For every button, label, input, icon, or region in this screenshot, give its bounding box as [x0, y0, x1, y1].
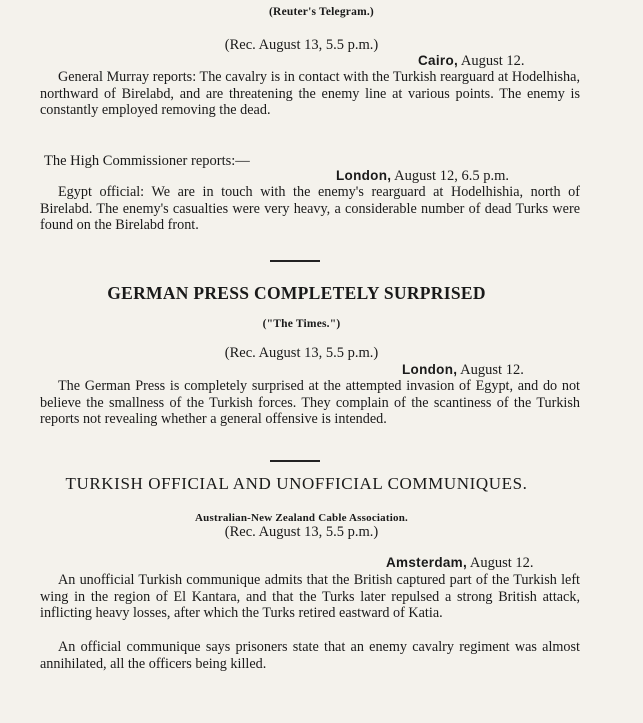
article-1-dateline-2 [336, 167, 509, 185]
article-1-source: (Reuter's Telegram.) [269, 6, 374, 18]
dateline-date: August 12. [460, 53, 525, 69]
article-1-dateline [418, 52, 525, 70]
section-divider [270, 460, 320, 462]
article-3-source: Australian-New Zealand Cable Association. [195, 512, 408, 524]
article-3-headline: TURKISH OFFICIAL AND UNOFFICIAL COMMUNIQUES. [65, 474, 528, 493]
article-2-received: (Rec. August 13, 5.5 p.m.) [224, 345, 379, 361]
article-2-paragraph-1: The German Press is completely surprised at the attempted invasion of Egypt, and do not believe the smallness of the Turkish forces. They complain of the scantiness of the Turkish reports not revealing whether a general offensive is intended. [40, 378, 580, 428]
article-1-lead: The High Commissioner reports:— [44, 153, 250, 169]
dateline-date: August 12, 6.5 p.m. [394, 168, 509, 184]
article-1-paragraph-2: Egypt official: We are in touch with the enemy's rearguard at Hodelhishia, north of Birelabd. The enemy's casualties were very heavy, a considerable number of dead Turks were found on the Birelabd front. [40, 184, 580, 234]
article-3-paragraph-2: An official communique says prisoners state that an enemy cavalry regiment was almost annihilated, all the officers being killed. [40, 639, 580, 672]
article-1-received: (Rec. August 13, 5.5 p.m.) [224, 37, 379, 53]
article-1-paragraph-1: General Murray reports: The cavalry is in contact with the Turkish rearguard at Hodelhisha, northward of Birelabd, and are threatening the enemy line at various points. The enemy is constantly employed removing the dead. [40, 69, 580, 119]
article-2-source: ("The Times.") [262, 318, 341, 330]
dateline-place: Cairo, [418, 53, 459, 68]
article-3-paragraph-1: An unofficial Turkish communique admits that the British captured part of the Turkish left wing in the region of El Kantara, and that the Turks later repulsed a strong British attack, inflicting heavy losses, after which the Turks retired eastward of Katia. [40, 572, 580, 622]
dateline-place: London, [336, 168, 392, 183]
dateline-place: London, [402, 362, 458, 377]
article-2-dateline [402, 361, 524, 379]
dateline-place: Amsterdam, [386, 555, 468, 570]
article-3-received: (Rec. August 13, 5.5 p.m.) [224, 524, 379, 540]
dateline-date: August 12. [469, 555, 534, 571]
section-divider [270, 260, 320, 262]
article-3-dateline [386, 554, 534, 572]
dateline-date: August 12. [460, 362, 524, 378]
article-2-headline: GERMAN PRESS COMPLETELY SURPRISED [107, 283, 486, 303]
